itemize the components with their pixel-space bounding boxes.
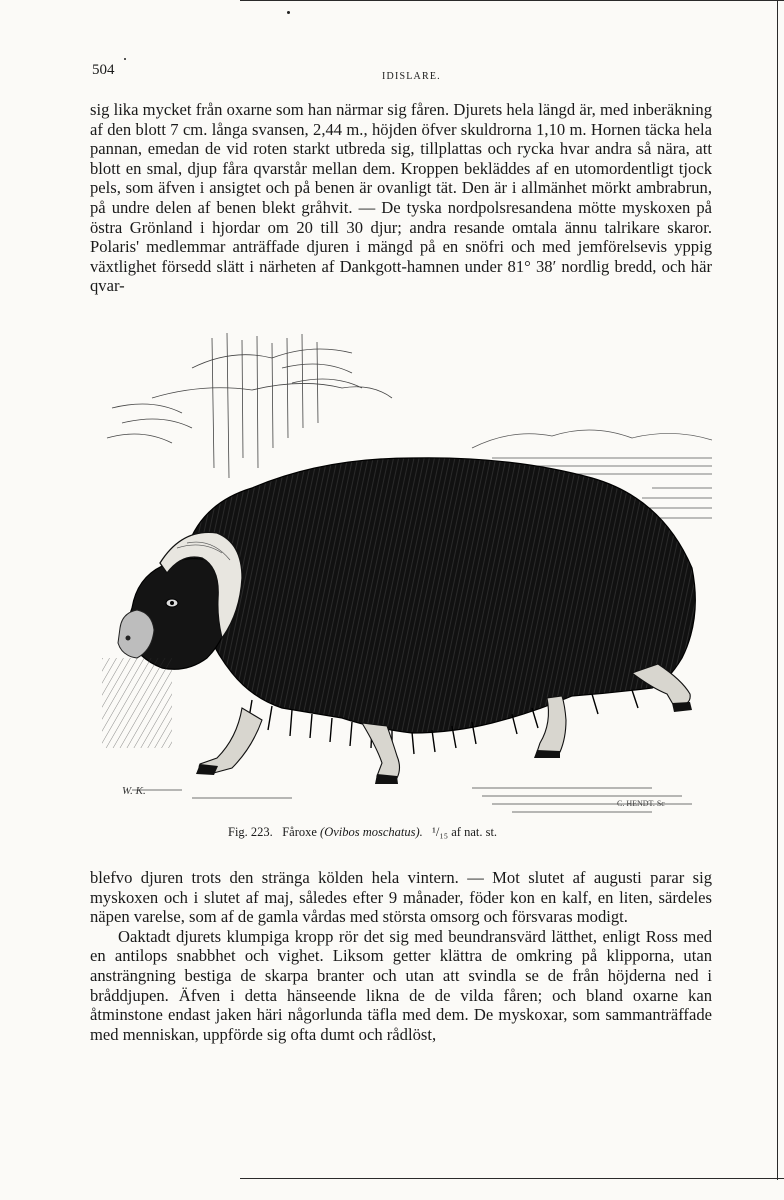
running-head: IDISLARE. — [382, 71, 441, 82]
paragraph: sig lika mycket från oxarne som han närmar sig fåren. Djurets hela längd är, med inberäkning af den blott 7 cm. långa svansen, 2,44 m., höjden öfver skuldrorna 1,10 m. Hornen täcka hela pannan, emedan de vid roten starkt utbreda sig, tillplattas och rycka hvar andra så nära, att blott en smal, djup fåra qvarstår mellan dem. Kroppen bekläddes af en utomordentligt tjock pels, som äfven i ansigtet och på benen är ovanligt tät. Den är i allmänhet mörkt ambrabrun, på undre delen af benen blekt gråhvit. — De tyska nordpolsresandena mötte myskoxen på östra Grönland i hjordar om 20 till 30 djur; andra resande omtala ännu talrikare skaror. Polaris' medlemmar anträffade djuren i mängd på en snöfri och med jemförelsevis yppig växtlighet försedd slätt i närheten af Dankgott-hamnen under 81° 38′ nordlig bredd, och här qvar- — [90, 100, 712, 296]
ink-speck — [287, 11, 290, 14]
body-text-top — [90, 100, 712, 296]
paragraph: Oaktadt djurets klumpiga kropp rör det sig med beundransvärd lätthet, enligt Ross med en antilops snabbhet och vighet. Liksom getter klättra de omkring på klipporna, utan ansträngning bestiga de skarpa branter och utan att svindla se de från höjderna ned i bråddjupen. Äfven i detta hänseende likna de de vilda fåren; och bland oxarne kan åtminstone endast jaken häri någorlunda täfla med dem. De myskoxar, som sammanträffade med menniskan, uppförde sig ofta dumt och rådlöst, — [90, 926, 712, 1044]
caption-name: Fåroxe — [282, 825, 317, 839]
figure-caption — [228, 825, 668, 840]
paragraph: blefvo djuren trots den stränga kölden hela vintern. — Mot slutet af augusti parar sig myskoxen och i slutet af maj, således efter 9 månader, föder kon en kalf, en liten, särdeles näpen varelse, som af de gamla vårdas med största omsorg och försvaras modigt. — [90, 868, 712, 927]
caption-latin: (Ovibos moschatus). — [320, 825, 423, 839]
page-edge-right — [777, 0, 778, 1180]
artist-signature-left: W. K. — [122, 785, 146, 797]
background-trees — [107, 333, 392, 478]
page-edge-top — [240, 0, 784, 1]
ink-speck — [124, 58, 126, 60]
page-edge-bottom — [240, 1178, 784, 1179]
foreground-grass — [102, 658, 172, 748]
caption-scale: ¹/₁₅ af nat. st. — [432, 825, 498, 839]
caption-number: Fig. 223. — [228, 825, 273, 839]
engraver-signature-right: C. HENDT. Sc — [617, 799, 665, 808]
nostril — [126, 636, 131, 641]
body-text-bottom — [90, 868, 712, 1044]
musk-ox-illustration — [92, 328, 712, 824]
page-header — [92, 62, 732, 86]
illustration-svg — [92, 328, 712, 824]
page-number: 504 — [92, 62, 115, 78]
ground-lines — [132, 788, 692, 812]
musk-ox-body — [187, 458, 695, 733]
